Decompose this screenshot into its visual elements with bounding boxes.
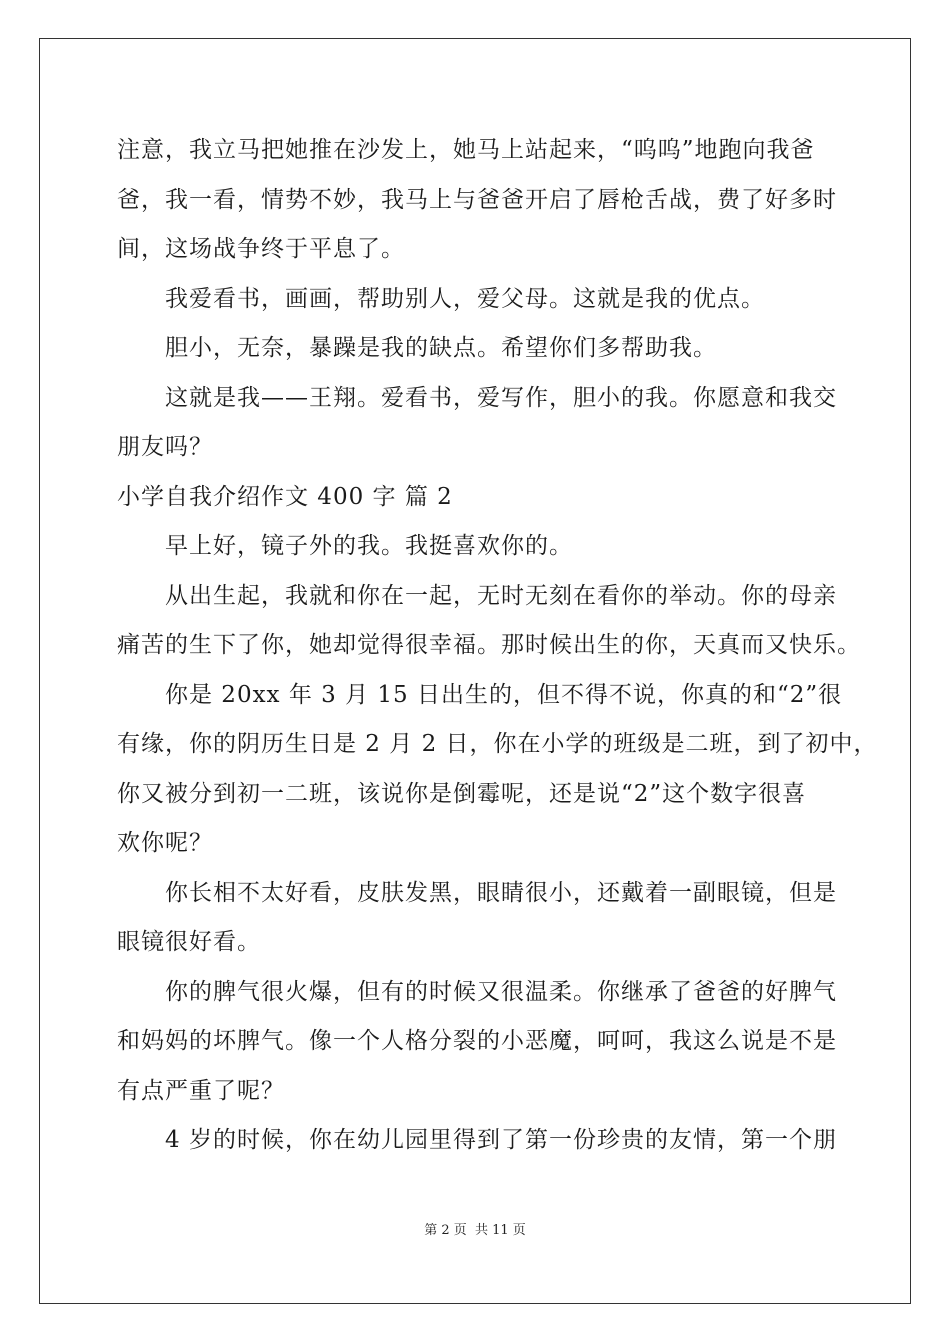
text-line: 早上好，镜子外的我。我挺喜欢你的。 <box>117 533 573 559</box>
text-line: 眼镜很好看。 <box>117 929 261 955</box>
text-line: 从出生起，我就和你在一起，无时无刻在看你的举动。你的母亲 <box>117 582 837 609</box>
text-line: 间，这场战争终于平息了。 <box>117 236 405 262</box>
text-line: 你的脾气很火爆，但有的时候又很温柔。你继承了爸爸的好脾气 <box>117 978 837 1005</box>
text-line: 你又被分到初一二班，该说你是倒霉呢，还是说“2”这个数字很喜 <box>117 780 807 807</box>
text-line: 欢你呢？ <box>117 830 213 856</box>
page-total: 共 11 页 <box>474 1223 526 1238</box>
text-line: 朋友吗？ <box>117 434 213 460</box>
document-body <box>117 126 878 1166</box>
text-line: 痛苦的生下了你，她却觉得很幸福。那时候出生的你，天真而又快乐。 <box>117 632 861 658</box>
text-line: 注意，我立马把她推在沙发上，她马上站起来，“呜呜”地跑向我爸 <box>117 137 815 163</box>
text-line: 你是 20xx 年 3 月 15 日出生的，但不得不说，你真的和“2”很 <box>117 681 843 708</box>
text-line: 4 岁的时候，你在幼儿园里得到了第一份珍贵的友情，第一个朋 <box>117 1127 837 1153</box>
text-line: 你长相不太好看，皮肤发黑，眼睛很小，还戴着一副眼镜，但是 <box>117 879 837 906</box>
text-line: 爸，我一看，情势不妙，我马上与爸爸开启了唇枪舌战，费了好多时 <box>117 186 837 213</box>
text-line: 这就是我——王翔。爱看书，爱写作，胆小的我。你愿意和我交 <box>117 384 837 411</box>
text-line: 有缘，你的阴历生日是 2 月 2 日，你在小学的班级是二班，到了初中， <box>117 731 878 757</box>
text-line: 我爱看书，画画，帮助别人，爱父母。这就是我的优点。 <box>117 285 765 312</box>
page-footer <box>0 1219 950 1238</box>
text-line: 和妈妈的坏脾气。像一个人格分裂的小恶魔，呵呵，我这么说是不是 <box>117 1028 837 1054</box>
section-heading: 小学自我介绍作文 400 字 篇 2 <box>117 483 453 510</box>
text-line: 胆小，无奈，暴躁是我的缺点。希望你们多帮助我。 <box>117 335 717 361</box>
page-number: 第 2 页 <box>424 1223 467 1238</box>
text-line: 有点严重了呢？ <box>117 1077 285 1104</box>
